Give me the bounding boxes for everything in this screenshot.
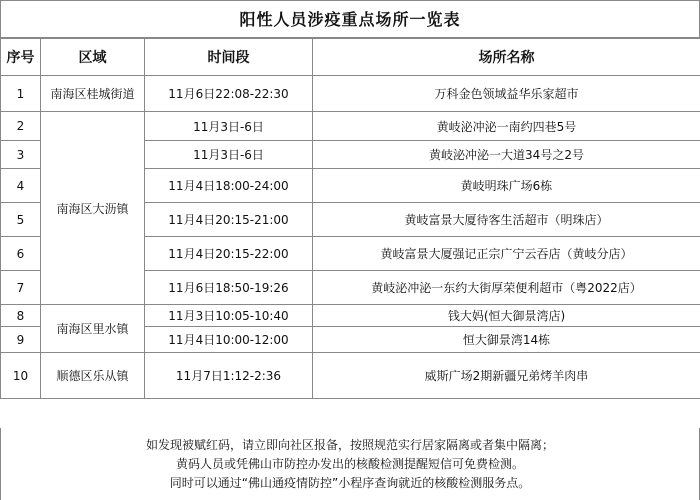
row-place: 恒大御景湾14栋 xyxy=(313,327,700,353)
row-no: 3 xyxy=(1,141,41,169)
table-row xyxy=(1,305,700,327)
row-place: 黄岐泌冲泌一东约大街厚荣便利超市（粤2022店） xyxy=(313,271,700,305)
header-area: 区域 xyxy=(41,39,145,76)
row-time: 11月4日20:15-22:00 xyxy=(145,237,313,271)
row-time: 11月6日22:08-22:30 xyxy=(145,76,313,112)
header-row xyxy=(1,39,700,76)
table-row xyxy=(1,112,700,141)
footer-line: 黄码人员或凭佛山市防控办发出的核酸检测提醒短信可免费检测。 xyxy=(175,457,524,471)
header-time: 时间段 xyxy=(145,39,313,76)
places-table xyxy=(0,38,700,399)
table-row xyxy=(1,353,700,399)
row-no: 4 xyxy=(1,169,41,203)
row-place: 黄岐明珠广场6栋 xyxy=(313,169,700,203)
row-time: 11月4日10:00-12:00 xyxy=(145,327,313,353)
row-no: 9 xyxy=(1,327,41,353)
row-place: 黄岐泌冲泌一南约四巷5号 xyxy=(313,112,700,141)
row-place: 黄岐富景大厦待客生活超市（明珠店） xyxy=(313,203,700,237)
row-no: 8 xyxy=(1,305,41,327)
row-place: 钱大妈(恒大御景湾店) xyxy=(313,305,700,327)
header-place: 场所名称 xyxy=(313,39,700,76)
area-cell: 南海区里水镇 xyxy=(41,305,145,353)
row-time: 11月4日20:15-21:00 xyxy=(145,203,313,237)
row-time: 11月3日-6日 xyxy=(145,112,313,141)
footer-notice xyxy=(0,428,700,500)
row-time: 11月7日1:12-2:36 xyxy=(145,353,313,399)
row-no: 2 xyxy=(1,112,41,141)
row-place: 威斯广场2期新疆兄弟烤羊肉串 xyxy=(313,353,700,399)
row-time: 11月3日10:05-10:40 xyxy=(145,305,313,327)
page-title: 阳性人员涉疫重点场所一览表 xyxy=(0,0,700,38)
row-place: 黄岐泌冲泌一大道34号之2号 xyxy=(313,141,700,169)
area-cell: 南海区大沥镇 xyxy=(41,112,145,305)
footer-line: 同时可以通过“佛山通疫情防控”小程序查询就近的核酸检测服务点。 xyxy=(169,476,531,490)
area-cell: 顺德区乐从镇 xyxy=(41,353,145,399)
row-time: 11月4日18:00-24:00 xyxy=(145,169,313,203)
row-no: 1 xyxy=(1,76,41,112)
row-place: 万科金色领域益华乐家超市 xyxy=(313,76,700,112)
row-time: 11月3日-6日 xyxy=(145,141,313,169)
row-place: 黄岐富景大厦强记正宗广宁云吞店（黄岐分店） xyxy=(313,237,700,271)
footer-line: 如发现被赋红码，请立即向社区报备，按照规范实行居家隔离或者集中隔离； xyxy=(145,438,554,452)
row-no: 10 xyxy=(1,353,41,399)
row-no: 6 xyxy=(1,237,41,271)
row-no: 5 xyxy=(1,203,41,237)
table-row xyxy=(1,76,700,112)
header-no: 序号 xyxy=(1,39,41,76)
row-time: 11月6日18:50-19:26 xyxy=(145,271,313,305)
row-no: 7 xyxy=(1,271,41,305)
area-cell: 南海区桂城街道 xyxy=(41,76,145,112)
